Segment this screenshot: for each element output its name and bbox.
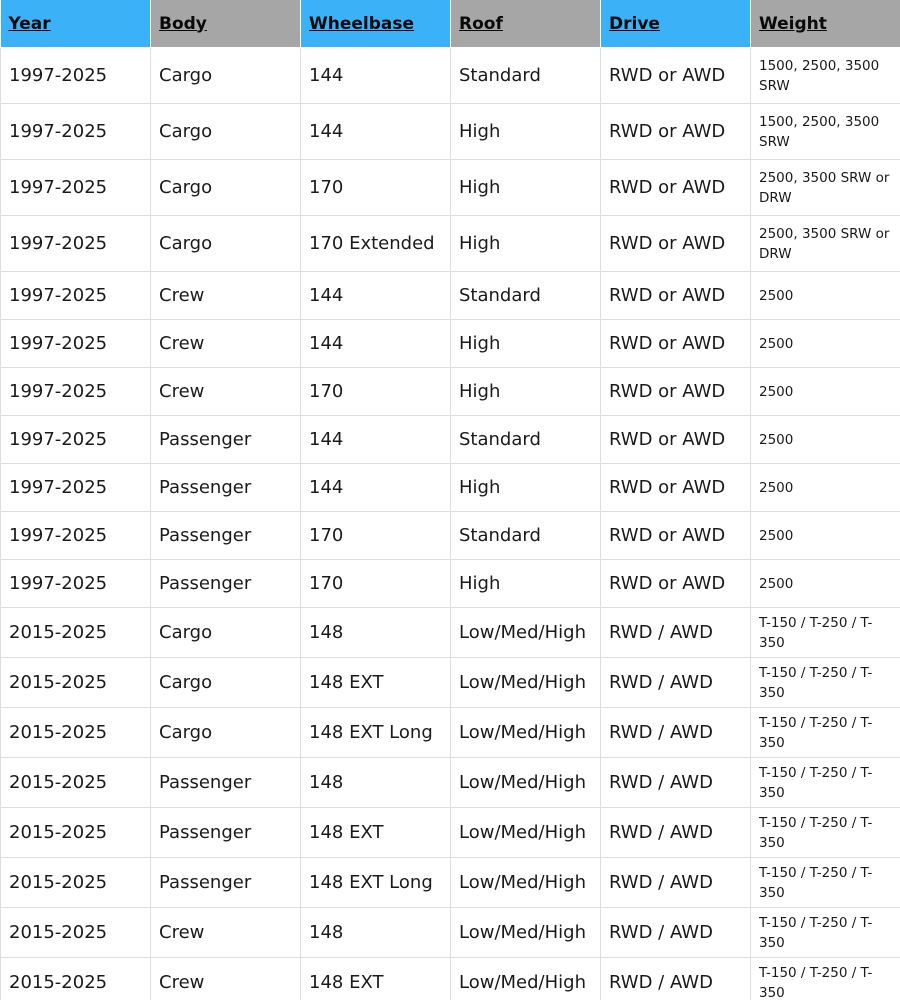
- year-cell: 1997-2025: [1, 512, 151, 560]
- wheelbase-cell: 144: [301, 464, 451, 512]
- year-cell: 2015-2025: [1, 708, 151, 758]
- table-row: [1, 908, 900, 958]
- roof-cell: High: [451, 560, 601, 608]
- year-cell: 2015-2025: [1, 908, 151, 958]
- weight-cell: T-150 / T-250 / T-350: [751, 908, 900, 958]
- roof-cell: High: [451, 104, 601, 160]
- roof-cell: Standard: [451, 512, 601, 560]
- table-row: [1, 958, 900, 1000]
- table-header: [1, 0, 900, 48]
- drive-cell: RWD or AWD: [601, 512, 751, 560]
- wheelbase-cell: 170: [301, 160, 451, 216]
- drive-cell: RWD / AWD: [601, 758, 751, 808]
- table-row: [1, 808, 900, 858]
- table-row: [1, 858, 900, 908]
- weight-cell: 1500, 2500, 3500 SRW: [751, 104, 900, 160]
- drive-cell: RWD / AWD: [601, 958, 751, 1000]
- header-body[interactable]: Body: [151, 0, 301, 48]
- wheelbase-cell: 144: [301, 416, 451, 464]
- year-cell: 2015-2025: [1, 958, 151, 1000]
- table-row: [1, 320, 900, 368]
- weight-cell: 2500: [751, 320, 900, 368]
- drive-cell: RWD / AWD: [601, 858, 751, 908]
- wheelbase-cell: 170: [301, 560, 451, 608]
- drive-cell: RWD or AWD: [601, 272, 751, 320]
- roof-cell: Low/Med/High: [451, 608, 601, 658]
- roof-cell: High: [451, 320, 601, 368]
- body-cell: Crew: [151, 958, 301, 1000]
- table-row: [1, 416, 900, 464]
- wheelbase-cell: 148: [301, 608, 451, 658]
- roof-cell: Low/Med/High: [451, 758, 601, 808]
- drive-cell: RWD or AWD: [601, 416, 751, 464]
- body-cell: Cargo: [151, 216, 301, 272]
- table-row: [1, 512, 900, 560]
- table-row: [1, 48, 900, 104]
- table-row: [1, 464, 900, 512]
- table-row: [1, 216, 900, 272]
- wheelbase-cell: 148: [301, 758, 451, 808]
- body-cell: Cargo: [151, 608, 301, 658]
- drive-cell: RWD or AWD: [601, 464, 751, 512]
- body-cell: Cargo: [151, 708, 301, 758]
- weight-cell: 2500: [751, 560, 900, 608]
- year-cell: 1997-2025: [1, 464, 151, 512]
- table-row: [1, 272, 900, 320]
- drive-cell: RWD or AWD: [601, 216, 751, 272]
- year-cell: 2015-2025: [1, 758, 151, 808]
- body-cell: Passenger: [151, 512, 301, 560]
- header-row: [1, 0, 900, 48]
- roof-cell: Standard: [451, 272, 601, 320]
- body-cell: Cargo: [151, 104, 301, 160]
- table-row: [1, 160, 900, 216]
- roof-cell: Low/Med/High: [451, 858, 601, 908]
- weight-cell: 2500, 3500 SRW or DRW: [751, 216, 900, 272]
- header-weight[interactable]: Weight: [751, 0, 900, 48]
- weight-cell: T-150 / T-250 / T-350: [751, 608, 900, 658]
- weight-cell: T-150 / T-250 / T-350: [751, 808, 900, 858]
- wheelbase-cell: 170: [301, 368, 451, 416]
- roof-cell: High: [451, 216, 601, 272]
- weight-cell: 2500: [751, 512, 900, 560]
- wheelbase-cell: 148 EXT: [301, 658, 451, 708]
- year-cell: 1997-2025: [1, 560, 151, 608]
- table-row: [1, 608, 900, 658]
- body-cell: Passenger: [151, 560, 301, 608]
- weight-cell: 1500, 2500, 3500 SRW: [751, 48, 900, 104]
- roof-cell: Low/Med/High: [451, 658, 601, 708]
- year-cell: 1997-2025: [1, 216, 151, 272]
- year-cell: 2015-2025: [1, 808, 151, 858]
- year-cell: 1997-2025: [1, 368, 151, 416]
- roof-cell: Standard: [451, 416, 601, 464]
- roof-cell: High: [451, 160, 601, 216]
- wheelbase-cell: 144: [301, 272, 451, 320]
- wheelbase-cell: 144: [301, 104, 451, 160]
- drive-cell: RWD or AWD: [601, 48, 751, 104]
- weight-cell: 2500: [751, 272, 900, 320]
- weight-cell: 2500: [751, 368, 900, 416]
- wheelbase-cell: 144: [301, 320, 451, 368]
- table-row: [1, 708, 900, 758]
- wheelbase-cell: 148: [301, 908, 451, 958]
- wheelbase-cell: 148 EXT: [301, 808, 451, 858]
- body-cell: Cargo: [151, 658, 301, 708]
- weight-cell: T-150 / T-250 / T-350: [751, 708, 900, 758]
- wheelbase-cell: 148 EXT Long: [301, 858, 451, 908]
- year-cell: 1997-2025: [1, 104, 151, 160]
- table-row: [1, 658, 900, 708]
- weight-cell: T-150 / T-250 / T-350: [751, 658, 900, 708]
- body-cell: Crew: [151, 320, 301, 368]
- drive-cell: RWD / AWD: [601, 658, 751, 708]
- weight-cell: T-150 / T-250 / T-350: [751, 958, 900, 1000]
- drive-cell: RWD or AWD: [601, 560, 751, 608]
- drive-cell: RWD / AWD: [601, 608, 751, 658]
- table-row: [1, 560, 900, 608]
- table-body: [1, 48, 900, 1000]
- body-cell: Cargo: [151, 48, 301, 104]
- body-cell: Cargo: [151, 160, 301, 216]
- wheelbase-cell: 144: [301, 48, 451, 104]
- header-wheelbase[interactable]: Wheelbase: [301, 0, 451, 48]
- year-cell: 1997-2025: [1, 272, 151, 320]
- roof-cell: Low/Med/High: [451, 808, 601, 858]
- roof-cell: High: [451, 368, 601, 416]
- year-cell: 1997-2025: [1, 416, 151, 464]
- year-cell: 1997-2025: [1, 320, 151, 368]
- header-year[interactable]: Year: [1, 0, 151, 48]
- table-row: [1, 104, 900, 160]
- roof-cell: Low/Med/High: [451, 708, 601, 758]
- weight-cell: T-150 / T-250 / T-350: [751, 858, 900, 908]
- year-cell: 1997-2025: [1, 160, 151, 216]
- year-cell: 1997-2025: [1, 48, 151, 104]
- roof-cell: High: [451, 464, 601, 512]
- wheelbase-cell: 170: [301, 512, 451, 560]
- drive-cell: RWD / AWD: [601, 808, 751, 858]
- roof-cell: Low/Med/High: [451, 958, 601, 1000]
- drive-cell: RWD or AWD: [601, 160, 751, 216]
- drive-cell: RWD / AWD: [601, 908, 751, 958]
- weight-cell: T-150 / T-250 / T-350: [751, 758, 900, 808]
- table-row: [1, 368, 900, 416]
- year-cell: 2015-2025: [1, 658, 151, 708]
- body-cell: Passenger: [151, 858, 301, 908]
- weight-cell: 2500: [751, 464, 900, 512]
- drive-cell: RWD or AWD: [601, 104, 751, 160]
- body-cell: Crew: [151, 368, 301, 416]
- header-roof[interactable]: Roof: [451, 0, 601, 48]
- drive-cell: RWD / AWD: [601, 708, 751, 758]
- roof-cell: Low/Med/High: [451, 908, 601, 958]
- drive-cell: RWD or AWD: [601, 320, 751, 368]
- year-cell: 2015-2025: [1, 858, 151, 908]
- body-cell: Crew: [151, 908, 301, 958]
- year-cell: 2015-2025: [1, 608, 151, 658]
- roof-cell: Standard: [451, 48, 601, 104]
- wheelbase-cell: 148 EXT: [301, 958, 451, 1000]
- body-cell: Passenger: [151, 464, 301, 512]
- header-drive[interactable]: Drive: [601, 0, 751, 48]
- wheelbase-cell: 148 EXT Long: [301, 708, 451, 758]
- weight-cell: 2500, 3500 SRW or DRW: [751, 160, 900, 216]
- wheelbase-cell: 170 Extended: [301, 216, 451, 272]
- weight-cell: 2500: [751, 416, 900, 464]
- body-cell: Passenger: [151, 808, 301, 858]
- body-cell: Passenger: [151, 416, 301, 464]
- table-row: [1, 758, 900, 808]
- body-cell: Passenger: [151, 758, 301, 808]
- drive-cell: RWD or AWD: [601, 368, 751, 416]
- body-cell: Crew: [151, 272, 301, 320]
